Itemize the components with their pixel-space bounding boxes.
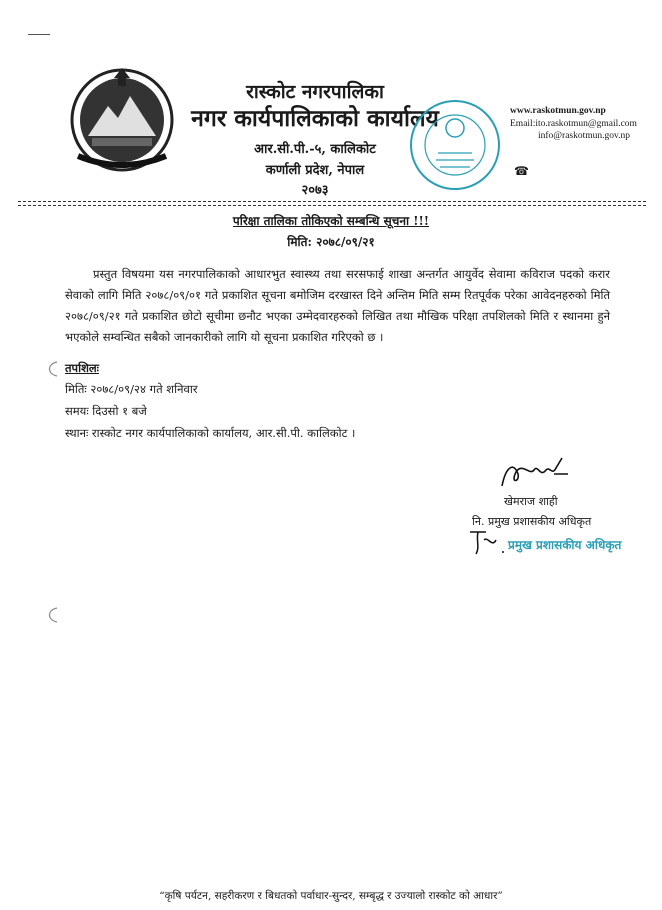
signatory-title: नि. प्रमुख प्रशासकीय अधिकृत: [472, 515, 592, 528]
office-address: आर.सी.पी.-५, कालिकोट: [254, 142, 376, 157]
nepal-emblem-icon: [68, 66, 176, 174]
punch-hole-mark-icon: [45, 607, 59, 623]
signatory-name: खेमराज शाही: [504, 495, 558, 508]
footer-slogan: “कृषि पर्यटन, सहरीकरण र बिधतको पर्वाधार-सुन्दर, सम्बृद्ध र उज्यालो रास्कोट को आधार”: [159, 890, 503, 902]
established-year: २०७३: [301, 183, 329, 198]
details-heading: तपशिलः: [65, 361, 100, 375]
email-secondary[interactable]: info@raskotmun.gov.np: [538, 131, 631, 141]
office-name: नगर कार्यपालिकाको कार्यालय: [191, 105, 439, 132]
punch-hole-mark-icon: [45, 361, 59, 377]
office-seal-stamp-icon: [408, 98, 503, 193]
header-divider-secondary: [18, 205, 646, 206]
details-date: मितिः २०७८/०९/२४ गते शनिवार: [65, 382, 198, 396]
notice-body: प्रस्तुत विषयमा यस नगरपालिकाको आधारभुत स्वास्थ्य तथा सरसफाई शाखा अन्तर्गत आयुर्वेद सेवामा कविराज पदको करार सेवाको लागि मिति २०७८/०९/०१ गते प्रकाशित सूचना बमोजिम दरखास्त दिने अन्तिम मिति सम्म रितपूर्वक परेका आवेदनहरुको मिति २०७८/०९/२१ गते प्रकाशित छोटो सूचीमा छनौट भएका उम्मेदवारहरुको लिखित तथा मौखिक परिक्षा तपशिलको मिति र स्थानमा हुने भएकोले सम्वन्धित सबैको जानकारीको लागि यो सूचना प्रकाशित गरिएको छ ।: [65, 267, 610, 344]
details-time: समयः दिउसो १ बजे: [65, 404, 147, 418]
municipality-name: रास्कोट नगरपालिका: [246, 81, 384, 103]
handwritten-initial: [466, 526, 514, 558]
telephone-icon: ☎: [514, 164, 529, 178]
scan-mark: [28, 34, 50, 35]
province-line: कर्णाली प्रदेश, नेपाल: [265, 163, 365, 178]
officer-stamp: प्रमुख प्रशासकीय अधिकृत: [508, 538, 622, 552]
website-link[interactable]: www.raskotmun.gov.np: [510, 106, 606, 116]
email-primary[interactable]: Email:ito.raskotmun@gmail.com: [510, 119, 637, 129]
notice-subject: परिक्षा तालिका तोकिएको सम्बन्धि सूचना !!!: [232, 214, 430, 228]
header-divider: [18, 201, 646, 202]
notice-date: मिति: २०७८/०९/२१: [287, 235, 375, 249]
handwritten-signature: [496, 456, 576, 494]
details-place: स्थानः रास्कोट नगर कार्यपालिकाको कार्यालय, आर.सी.पी. कालिकोट ।: [65, 426, 356, 440]
